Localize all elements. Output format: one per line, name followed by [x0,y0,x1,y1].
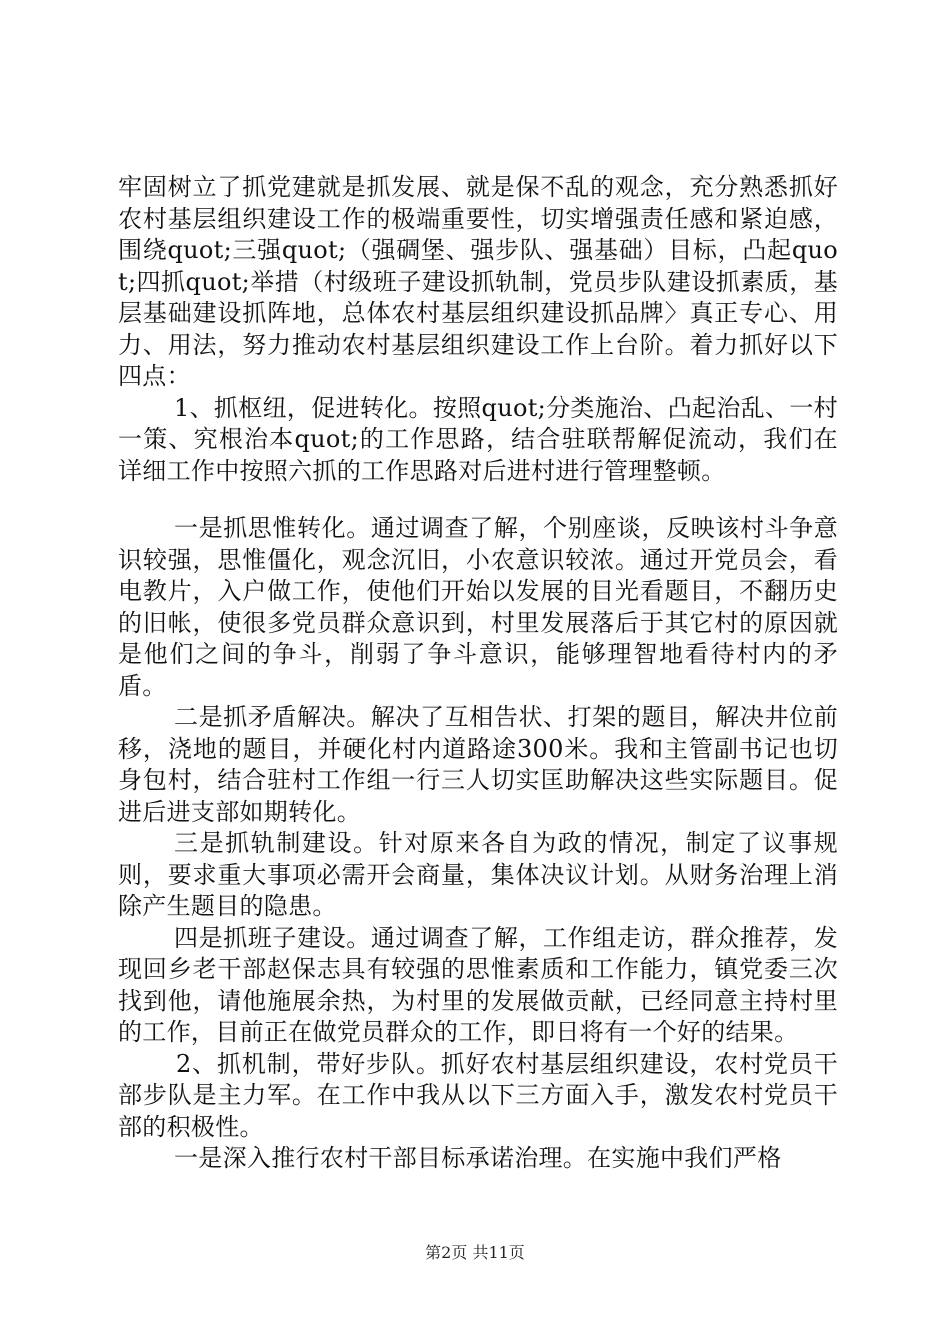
paragraph-point-4: 四是抓班子建设。通过调查了解，工作组走访，群众推荐，发现回乡老干部赵保志具有较强的思惟素质和工作能力，镇党委三次找到他，请他施展余热，为村里的发展做贡献，已经同意主持村里的工作，目前正在做党员群众的工作，即日将有一个好的结果。 [118,923,838,1046]
paragraph-section-2: 2、抓机制，带好步队。抓好农村基层组织建设，农村党员干部步队是主力军。在工作中我从以下三方面入手，激发农村党员干部的积极性。 [118,1049,838,1141]
paragraph-intro: 牢固树立了抓党建就是抓发展、就是保不乱的观念，充分熟悉抓好农村基层组织建设工作的极端重要性，切实增强责任感和紧迫感，围绕quot;三强quot;（强碉堡、强步队、强基础）目标，凸起quot;四抓quot;举措（村级班子建设抓轨制，党员步队建设抓素质，基层基础建设抓阵地，总体农村基层组织建设抓品牌〉真正专心、用力、用法，努力推动农村基层组织建设工作上台阶。着力抓好以下四点： [118,173,838,390]
paragraph-section-1: 1、抓枢纽，促进转化。按照quot;分类施治、凸起治乱、一村一策、究根治本quot;的工作思路，结合驻联帮解促流动，我们在详细工作中按照六抓的工作思路对后进村进行管理整顿。 [118,393,838,485]
document-body [118,172,838,1175]
paragraph-point-2: 二是抓矛盾解决。解决了互相告状、打架的题目，解决井位前移，浇地的题目，并硬化村内道路途300米。我和主管副书记也切身包村，结合驻村工作组一行三人切实匡助解决这些实际题目。促进后进支部如期转化。 [118,703,838,826]
paragraph-point-3: 三是抓轨制建设。针对原来各自为政的情况，制定了议事规则，要求重大事项必需开会商量，集体决议计划。从财务治理上消除产生题目的隐患。 [118,829,838,920]
paragraph-section-2-point-1: 一是深入推行农村干部目标承诺治理。在实施中我们严格 [174,1144,782,1172]
page-number-footer: 第2页 共11页 [425,1243,525,1262]
paragraph-point-1: 一是抓思惟转化。通过调查了解，个别座谈，反映该村斗争意识较强，思惟僵化，观念沉旧，小农意识较浓。通过开党员会，看电教片，入户做工作，使他们开始以发展的目光看题目，不翻历史的旧帐，使很多党员群众意识到，村里发展落后于其它村的原因就是他们之间的争斗，削弱了争斗意识，能够理智地看待村内的矛盾。 [118,514,838,700]
